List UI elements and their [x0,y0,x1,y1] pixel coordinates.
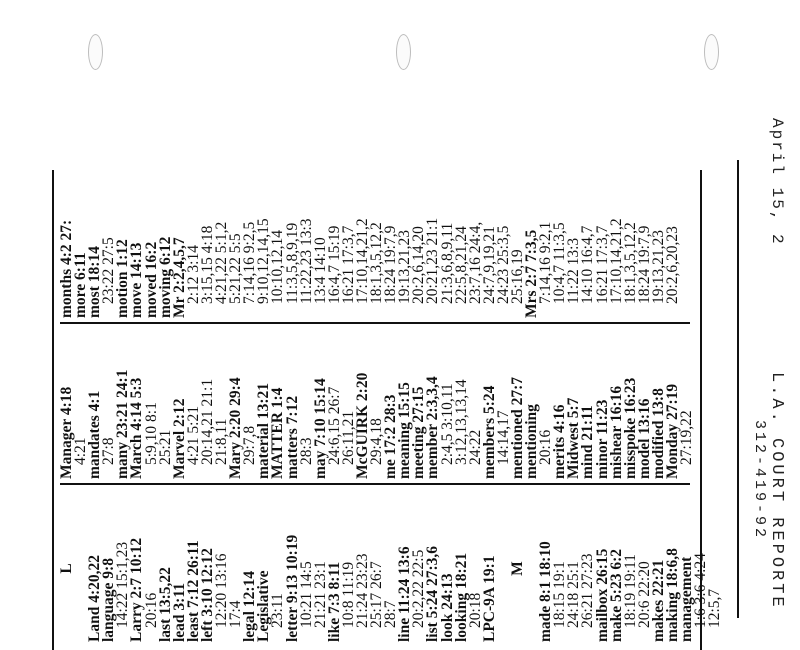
index-subentry: 18:19 19:11 [621,554,639,628]
index-entry: member 2:3,3,4 [424,376,442,479]
index-subentry: 27:8 [100,437,118,465]
index-subentry: 19:13,21,23 [396,229,414,304]
index-entry: management [678,556,696,642]
index-entry: Marvel 2:12 [170,398,188,479]
index-entry: move 14:13 [128,242,146,318]
index-subentry: 5:9,10 8:1 [142,402,160,465]
index-entry: making 18:6,8 [664,548,682,642]
index-subentry: 12:20 13:16 [213,553,231,628]
index-subentry: 4:21 [72,437,90,465]
section-letter: M [509,561,526,576]
index-entry: last 13:5,22 [156,567,174,642]
index-subentry: 21:21 23:1 [311,561,329,628]
index-subentry: 27:19,22 [678,410,696,465]
index-column-1 [58,495,724,650]
index-subentry: 18:24 19:7,9 [382,225,400,304]
index-subentry: 19:13,21,23 [649,229,667,304]
index-entry: makes 22:21 [649,559,667,642]
index-entry: Manager 4:18 [58,386,75,479]
index-entry: Mary 2:20 29:4 [227,377,245,479]
index-entry: may 7:10 15:14 [311,378,329,479]
index-entry: Monday 27:19 [664,383,682,479]
index-subentry: 21:24 23:23 [353,553,371,628]
index-entry: LPC-9A 19:1 [480,555,498,642]
index-entry: list 5:24 27:3,6 [424,545,442,642]
index-subentry: 18:24 19:7,9 [635,225,653,304]
index-entry: make 5:23 6:2 [607,549,625,642]
index-column-2 [58,330,696,485]
margin-rule [737,160,739,618]
index-entry: mind 21:11 [579,405,597,479]
index-subentry: 21:8,11 [213,418,231,465]
word-index-sheet [52,170,724,650]
reporter-phone: 312-419-92 [751,420,768,541]
page-date: April 15, 2 [768,118,786,246]
index-subentry: 28:3 [297,437,315,465]
index-entry: meaning 15:15 [396,382,414,479]
index-entry: mandates 4:1 [86,390,104,479]
index-subentry: 17:10,14,21,2 [353,218,371,304]
index-subentry: 25:21 [156,429,174,465]
index-subentry: 3:12,13,13,14 [452,379,470,465]
binder-hole [704,34,719,70]
section-letter: L [58,563,75,574]
index-subentry: 23:11 [269,593,287,628]
index-subentry: 24:23 25:3,5 [494,225,512,304]
index-entry: look 24:13 [438,573,456,642]
index-subentry: 11:3,5,8,9,19 [283,222,301,304]
index-subentry: 10:10,12,14 [269,229,287,304]
index-subentry: 21:3,6,8,9,11 [438,222,456,304]
index-subentry: 20:21,23 21:1 [424,217,442,304]
index-subentry: 18:1,3,5,12,2 [368,222,386,304]
index-entry: legal 12:14 [241,570,259,642]
index-subentry: 25:17 26:7 [368,561,386,628]
index-entry: meeting 27:15 [410,386,428,479]
index-subentry: 20:6 22:20 [635,561,653,628]
index-subentry: 25:16,19 [509,249,526,304]
index-subentry: 29:4,18 [368,418,386,465]
index-entry: mishear 16:16 [607,385,625,479]
index-subentry: 29:7,8 [241,425,259,465]
index-entry: mailbox 26:15 [593,548,611,642]
index-subentry: 18:1,3,5,12,2 [621,222,639,304]
index-entry: matters 7:12 [283,395,301,479]
index-entry: Larry 2:7 10:12 [128,537,146,642]
index-subentry: 4:21 5:21 [184,406,202,465]
index-subentry: 3:15,15 4:18 [198,225,216,304]
index-subentry: 7:14,16 9:2,5 [241,221,259,304]
index-subentry: 20:14,21 21:1 [198,378,216,465]
index-entry: line 11:24 13:6 [396,546,414,642]
index-entry: motion 1:12 [114,239,132,318]
index-subentry: 9:10,12,14,15 [255,218,273,304]
index-entry: language 9:8 [100,558,118,642]
index-subentry: 7:14,16 9:2,1 [537,221,555,304]
index-entry: many 23:21 24:1 [114,369,132,479]
index-entry: mentioning [523,404,541,479]
index-entry: Land 4:20,22 [86,555,104,642]
index-subentry: 11:22,23 13:3 [297,218,315,304]
index-subentry: 20:16 [142,592,160,628]
index-entry: lead 3:11 [170,583,188,642]
index-subentry: 20:18 [466,592,484,628]
index-entry: moving 6:12 [156,236,174,318]
index-subentry: 13:4 14:10 [311,237,329,304]
index-subentry: 10:8 11:19 [339,561,357,628]
index-entry: most 18:14 [86,246,104,318]
index-subentry: 26:11,21 [339,410,357,465]
index-entry: members 5:24 [480,385,498,479]
index-subentry: 23:22 27:5 [100,237,118,304]
index-subentry: 20:2,22 22:5 [410,549,428,628]
index-subentry: 12:5,7 [706,588,724,628]
index-entry: material 13:21 [255,383,273,479]
index-subentry: 14:22 15:1,23 [114,541,132,628]
index-entry: looking 18:21 [452,552,470,642]
index-entry: Mr 2:2,4,5,7 [170,237,188,318]
index-subentry: 17:4 [227,600,245,628]
index-subentry: 17:10,14,21,2 [607,218,625,304]
index-subentry: 4:21,22 5:1,2 [213,221,231,304]
index-subentry: 2:4,5 3:10,11 [438,383,456,465]
index-subentry: 24:7,9,19,21 [480,226,498,304]
index-entry: merits 4:16 [551,404,569,479]
index-subentry: 10:4,7 11:3,5 [551,222,569,304]
index-subentry: 20:16 [537,429,555,465]
index-subentry: 24:22 [466,429,484,465]
index-subentry: 16:21 17:3,7 [593,225,611,304]
index-subentry: 26:21 27:23 [579,553,597,628]
index-subentry: 20:2,6,20,23 [664,226,682,304]
index-entry: misspoke 16:23 [621,377,639,479]
index-subentry: 10:21 14:5 [297,561,315,628]
index-subentry: 20:2,6,14,20 [410,226,428,304]
index-subentry: 28:7 [382,600,400,628]
index-entry: Legislative [255,570,273,642]
index-subentry: 23:7,16 24:4, [466,221,484,304]
index-entry: MATTER 1:4 [269,387,287,479]
index-entry: letter 9:13 10:19 [283,534,301,642]
index-entry: left 3:10 12:12 [198,548,216,642]
index-subentry: 14:10 16:4,7 [579,225,597,304]
index-entry: made 8:1 18:10 [537,541,555,642]
index-subentry: 24:6,15 26:7 [325,386,343,465]
index-entry: like 7:3 8:11 [325,561,343,642]
index-subentry: 24:18 25:1 [565,561,583,628]
index-subentry: 18:15 19:1 [551,561,569,628]
index-entry: modified 13:8 [649,388,667,479]
index-entry: least 7:12 26:11 [184,540,202,642]
index-entry: moved 16:2 [142,241,160,318]
index-entry: Mrs 2:7 7:3,5 [523,229,541,318]
index-column-3 [60,170,690,324]
index-entry: more 6:11 [72,252,90,318]
index-entry: McGUIRK 2:20 [353,372,371,479]
binder-hole [88,34,103,70]
index-subentry: 16:21 17:3,7 [339,225,357,304]
index-subentry: 11:22 13:3 [565,237,583,304]
index-subentry: 1:6 3:6 4:24 [692,553,710,628]
index-subentry: 5:21,22 5:5 [227,233,245,304]
index-entry: model 13:16 [635,398,653,479]
reporter-name: L.A. COURT REPORTE [767,372,786,610]
index-subentry: 16:4,7 15:19 [325,225,343,304]
index-subentry: 14:14,17 [494,410,512,465]
index-entry: mentioned 27:7 [509,376,526,479]
index-entry: months 4:2 27: [58,219,75,318]
index-entry: me 17:2 28:3 [382,394,400,479]
index-entry: Midwest 5:7 [565,397,583,479]
index-entry: March 4:14 5:3 [128,377,146,479]
binder-hole [396,34,411,70]
index-entry: minor 11:23 [593,399,611,479]
index-subentry: 22:5,8,21,24 [452,226,470,304]
index-subentry: 2:12 3:14 [184,245,202,304]
